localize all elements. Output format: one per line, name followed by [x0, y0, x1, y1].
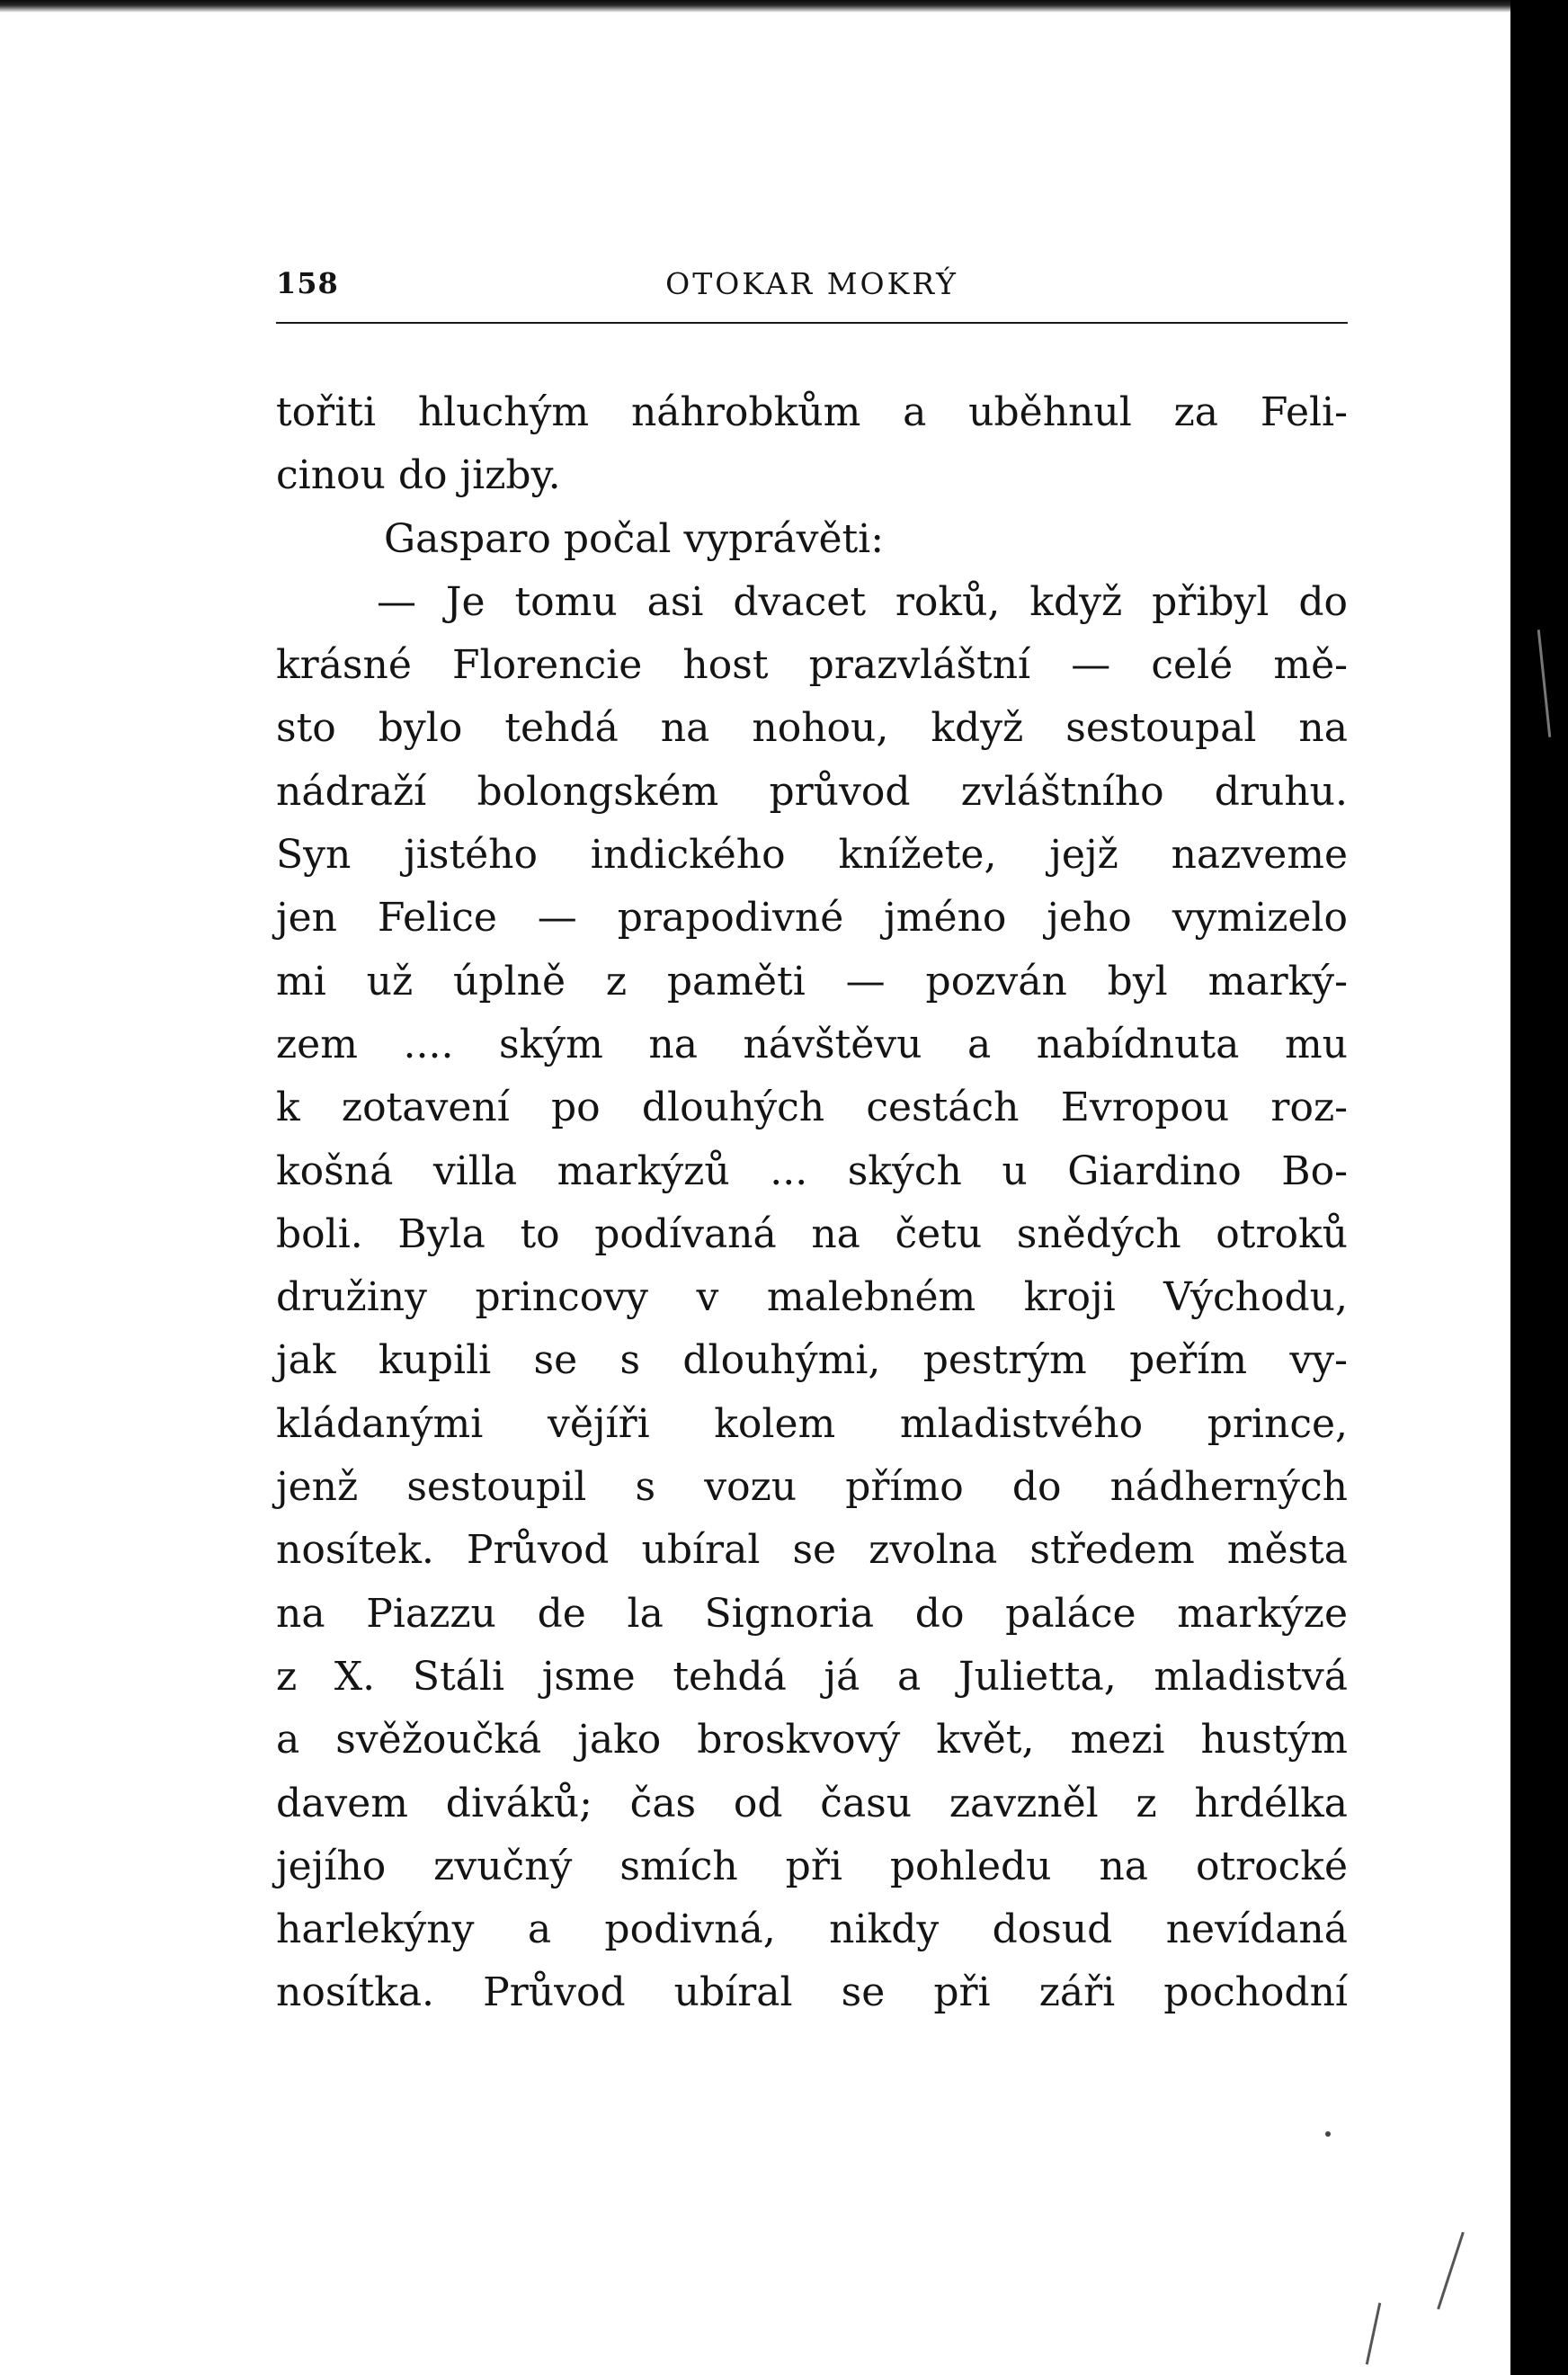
scan-scratch	[1437, 2232, 1465, 2310]
text-line: z X. Stáli jsme tehdá já a Julietta, mladistvá	[276, 1653, 1348, 1700]
scan-scratch	[1366, 2302, 1381, 2364]
text-line: kládanými vějíři kolem mladistvého prince,	[276, 1400, 1348, 1447]
running-header	[276, 261, 1348, 315]
text-line: nosítka. Průvod ubíral se při záři pochodní	[276, 1969, 1348, 2016]
text-line: košná villa markýzů ... ských u Giardino Bo-	[276, 1147, 1348, 1194]
text-line: na Piazzu de la Signoria do paláce markýze	[276, 1590, 1348, 1637]
text-line: krásné Florencie host prazvláštní — celé mě-	[276, 642, 1348, 689]
text-line: jejího zvučný smích při pohledu na otrocké	[276, 1843, 1348, 1889]
page-number: 158	[276, 266, 339, 300]
scan-right-border	[1510, 0, 1568, 2375]
running-title: OTOKAR MOKRÝ	[665, 266, 958, 301]
text-line: nosítek. Průvod ubíral se zvolna středem města	[276, 1527, 1348, 1574]
text-line: a svěžoučká jako broskvový květ, mezi hustým	[276, 1717, 1348, 1763]
text-line: cinou do jizby.	[276, 452, 561, 499]
text-line: boli. Byla to podívaná na četu snědých otroků	[276, 1210, 1348, 1257]
scan-top-edge	[0, 0, 1510, 13]
text-line: — Je tomu asi dvacet roků, když přibyl do	[377, 578, 1348, 625]
text-line: zem .... ským na návštěvu a nabídnuta mu	[276, 1021, 1348, 1067]
body-text	[276, 381, 1348, 2025]
text-line: jenž sestoupil s vozu přímo do nádherných	[276, 1464, 1348, 1511]
text-line: jen Felice — prapodivné jméno jeho vymizelo	[276, 895, 1348, 942]
text-line: davem diváků; čas od času zavzněl z hrdélka	[276, 1780, 1348, 1826]
text-line: Syn jistého indického knížete, jejž nazveme	[276, 832, 1348, 879]
text-line: jak kupili se s dlouhými, pestrým peřím vy-	[276, 1337, 1348, 1384]
text-line: mi už úplně z paměti — pozván byl marký-	[276, 958, 1348, 1004]
scan-speck	[1325, 2131, 1331, 2137]
text-line: tořiti hluchým náhrobkům a uběhnul za Feli-	[276, 389, 1348, 435]
header-rule	[276, 322, 1348, 324]
text-line: k zotavení po dlouhých cestách Evropou roz-	[276, 1085, 1348, 1131]
text-line: sto bylo tehdá na nohou, když sestoupal na	[276, 705, 1348, 752]
text-line: družiny princovy v malebném kroji Východu,	[276, 1274, 1348, 1321]
text-line: harlekýny a podivná, nikdy dosud nevídaná	[276, 1906, 1348, 1953]
text-line: Gasparo počal vyprávěti:	[384, 515, 885, 562]
text-line: nádraží bolongském průvod zvláštního druhu.	[276, 768, 1348, 815]
